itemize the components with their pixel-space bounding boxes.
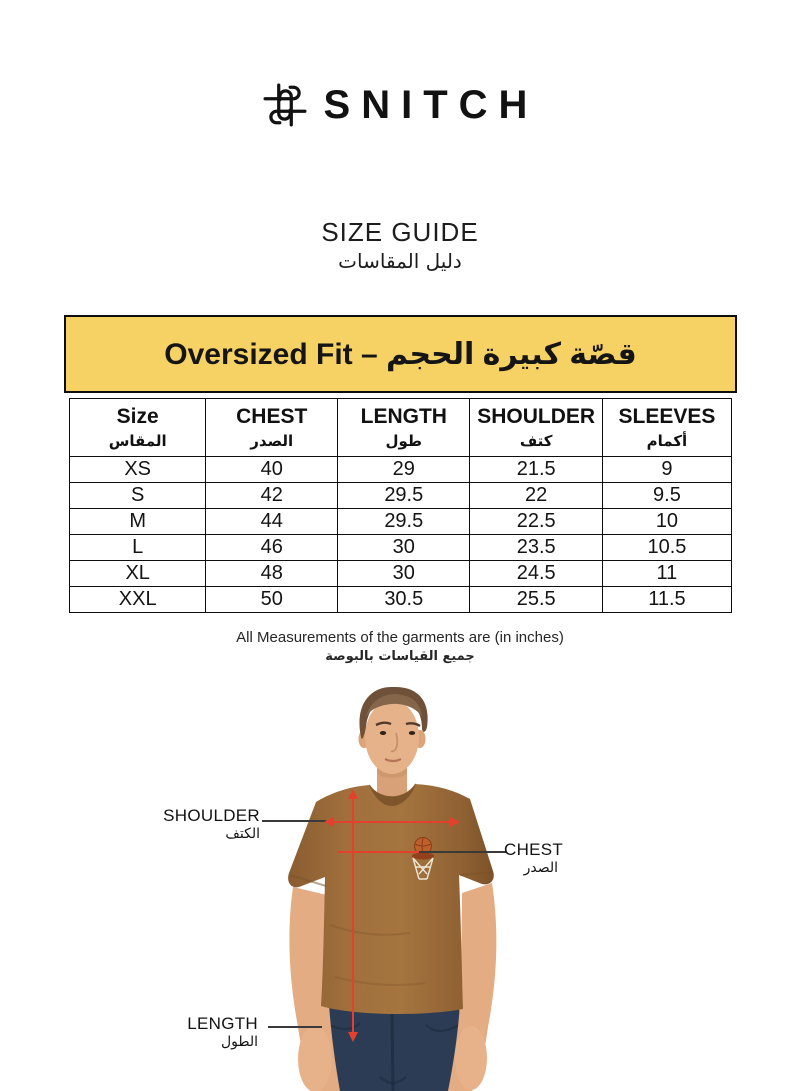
measurement-note: All Measurements of the garments are (in inches) [236, 629, 564, 646]
brand-logo [0, 80, 800, 130]
measurement-note-arabic: جميع القياسات بالبوصة [325, 649, 475, 664]
arrow-right-icon [450, 817, 460, 827]
model-photo [230, 675, 570, 1091]
table-cell: 10.5 [602, 535, 731, 561]
table-cell: 11 [602, 561, 731, 587]
table-row [70, 535, 732, 561]
model-head [359, 687, 428, 798]
table-row [70, 587, 732, 613]
hash-knot-icon [262, 82, 308, 128]
table-cell: XL [70, 561, 206, 587]
shoulder-measure-line [331, 821, 453, 823]
col-header-chest: CHEST الصدر [206, 399, 338, 457]
table-cell: S [70, 483, 206, 509]
table-cell: 42 [206, 483, 338, 509]
table-row [70, 561, 732, 587]
table-cell: 46 [206, 535, 338, 561]
brand-name: SNITCH [323, 82, 539, 127]
shoulder-label: SHOULDER الكتف [163, 806, 260, 842]
table-cell: 9.5 [602, 483, 731, 509]
table-cell: 30 [338, 561, 470, 587]
table-cell: L [70, 535, 206, 561]
fit-banner: Oversized Fit – قصّة كبيرة الحجم [64, 315, 737, 393]
table-cell: XXL [70, 587, 206, 613]
table-cell: M [70, 509, 206, 535]
table-cell: 9 [602, 457, 731, 483]
table-row [70, 457, 732, 483]
table-row [70, 509, 732, 535]
table-cell: 48 [206, 561, 338, 587]
arrow-down-icon [348, 1032, 358, 1042]
col-header-shoulder: SHOULDER كتف [470, 399, 602, 457]
table-cell: 10 [602, 509, 731, 535]
arrow-left-icon [324, 817, 334, 827]
table-cell: 40 [206, 457, 338, 483]
page-title: SIZE GUIDE [321, 217, 479, 247]
length-measure-line [352, 797, 354, 1034]
table-cell: 25.5 [470, 587, 602, 613]
table-cell: 22 [470, 483, 602, 509]
chest-connector-line [419, 851, 506, 853]
length-label: LENGTH الطول [187, 1014, 258, 1050]
col-header-length: LENGTH طول [338, 399, 470, 457]
table-cell: 44 [206, 509, 338, 535]
table-cell: 22.5 [470, 509, 602, 535]
table-cell: 24.5 [470, 561, 602, 587]
size-table [69, 398, 732, 613]
length-connector-line [268, 1026, 322, 1028]
table-cell: 21.5 [470, 457, 602, 483]
table-cell: 29.5 [338, 483, 470, 509]
table-cell: XS [70, 457, 206, 483]
chest-measure-line [337, 851, 419, 853]
table-cell: 30.5 [338, 587, 470, 613]
arrow-up-icon [348, 789, 358, 799]
col-header-size: Size المقاس [70, 399, 206, 457]
chest-label: CHEST الصدر [504, 840, 564, 876]
table-cell: 11.5 [602, 587, 731, 613]
table-cell: 29 [338, 457, 470, 483]
table-cell: 29.5 [338, 509, 470, 535]
table-cell: 23.5 [470, 535, 602, 561]
table-cell: 50 [206, 587, 338, 613]
size-table-section [64, 315, 737, 613]
page-title-arabic: دليل المقاسات [338, 249, 462, 273]
table-row [70, 483, 732, 509]
shoulder-connector-line [262, 820, 326, 822]
col-header-sleeves: SLEEVES أكمام [602, 399, 731, 457]
table-header-row [70, 399, 732, 457]
table-cell: 30 [338, 535, 470, 561]
